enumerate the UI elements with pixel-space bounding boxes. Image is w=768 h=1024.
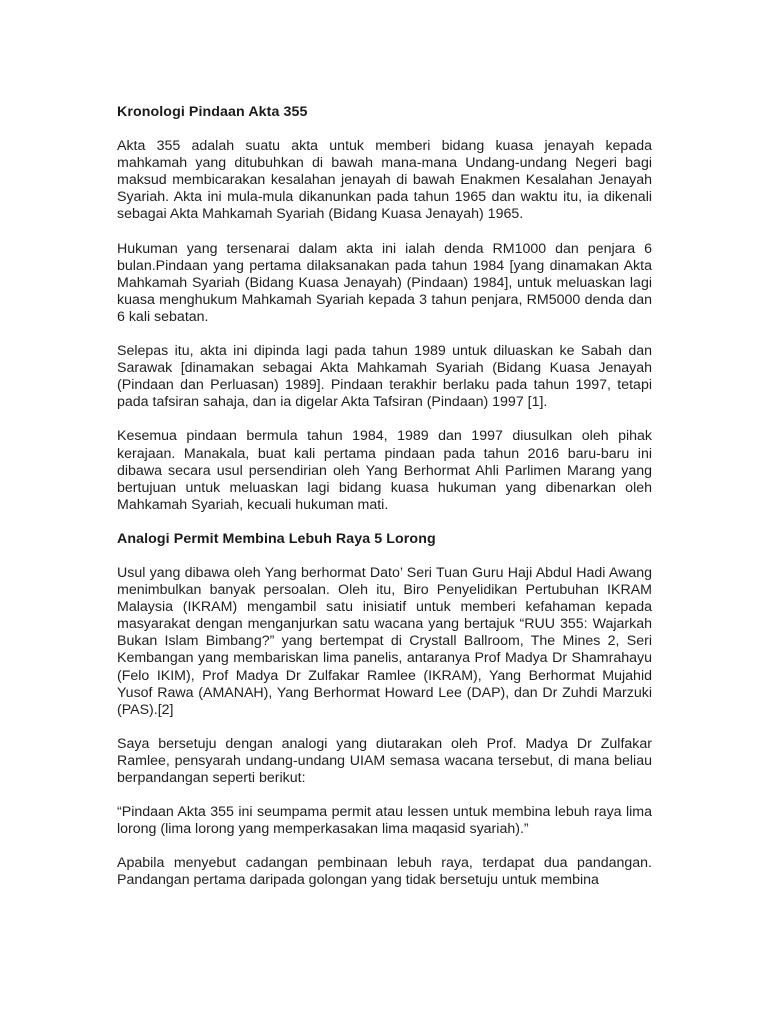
paragraph: Saya bersetuju dengan analogi yang diutarakan oleh Prof. Madya Dr Zulfakar Ramlee, pensyarah undang-undang UIAM semasa wacana tersebut, di mana beliau berpandangan seperti berikut: [117,735,652,786]
paragraph: Akta 355 adalah suatu akta untuk memberi bidang kuasa jenayah kepada mahkamah yang ditubuhkan di bawah mana-mana Undang-undang Negeri bagi maksud membicarakan kesalahan jenayah di bawah Enakmen Kesalahan Jenayah Syariah. Akta ini mula-mula dikanunkan pada tahun 1965 dan waktu itu, ia dikenali sebagai Akta Mahkamah Syariah (Bidang Kuasa Jenayah) 1965. [117,138,652,223]
paragraph: Hukuman yang tersenarai dalam akta ini ialah denda RM1000 dan penjara 6 bulan.Pindaan yang pertama dilaksanakan pada tahun 1984 [yang dinamakan Akta Mahkamah Syariah (Bidang Kuasa Jenayah) (Pindaan) 1984], untuk meluaskan lagi kuasa menghukum Mahkamah Syariah kepada 3 tahun penjara, RM5000 denda dan 6 kali sebatan. [117,240,652,325]
paragraph: Usul yang dibawa oleh Yang berhormat Dato’ Seri Tuan Guru Haji Abdul Hadi Awang menimbulkan banyak persoalan. Oleh itu, Biro Penyelidikan Pertubuhan IKRAM Malaysia (IKRAM) mengambil satu inisiatif untuk memberi kefahaman kepada masyarakat dengan menganjurkan satu wacana yang bertajuk “RUU 355: Wajarkah Bukan Islam Bimbang?” yang bertempat di Crystall Ballroom, The Mines 2, Seri Kembangan yang membariskan lima panelis, antaranya Prof Madya Dr Shamrahayu (Felo IKIM), Prof Madya Dr Zulfakar Ramlee (IKRAM), Yang Berhormat Mujahid Yusof Rawa (AMANAH), Yang Berhormat Howard Lee (DAP), dan Dr Zuhdi Marzuki (PAS).[2] [117,564,652,718]
quote-paragraph: “Pindaan Akta 355 ini seumpama permit atau lessen untuk membina lebuh raya lima lorong (lima lorong yang memperkasakan lima maqasid syariah).” [117,804,652,838]
document-body [117,104,652,906]
section-heading-analogi: Analogi Permit Membina Lebuh Raya 5 Lorong [117,530,436,547]
paragraph: Apabila menyebut cadangan pembinaan lebuh raya, terdapat dua pandangan. Pandangan pertama daripada golongan yang tidak bersetuju untuk membina [117,855,652,889]
paragraph: Kesemua pindaan bermula tahun 1984, 1989 dan 1997 diusulkan oleh pihak kerajaan. Manakala, buat kali pertama pindaan pada tahun 2016 baru-baru ini dibawa secara usul persendirian oleh Yang Berhormat Ahli Parlimen Marang yang bertujuan untuk meluaskan lagi bidang kuasa hukuman yang dibenarkan oleh Mahkamah Syariah, kecuali hukuman mati. [117,428,652,513]
section-heading-kronologi: Kronologi Pindaan Akta 355 [117,104,308,120]
paragraph: Selepas itu, akta ini dipinda lagi pada tahun 1989 untuk diluaskan ke Sabah dan Sarawak [dinamakan sebagai Akta Mahkamah Syariah (Bidang Kuasa Jenayah (Pindaan dan Perluasan) 1989]. Pindaan terakhir berlaku pada tahun 1997, tetapi pada tafsiran sahaja, dan ia digelar Akta Tafsiran (Pindaan) 1997 [1]. [117,343,652,411]
